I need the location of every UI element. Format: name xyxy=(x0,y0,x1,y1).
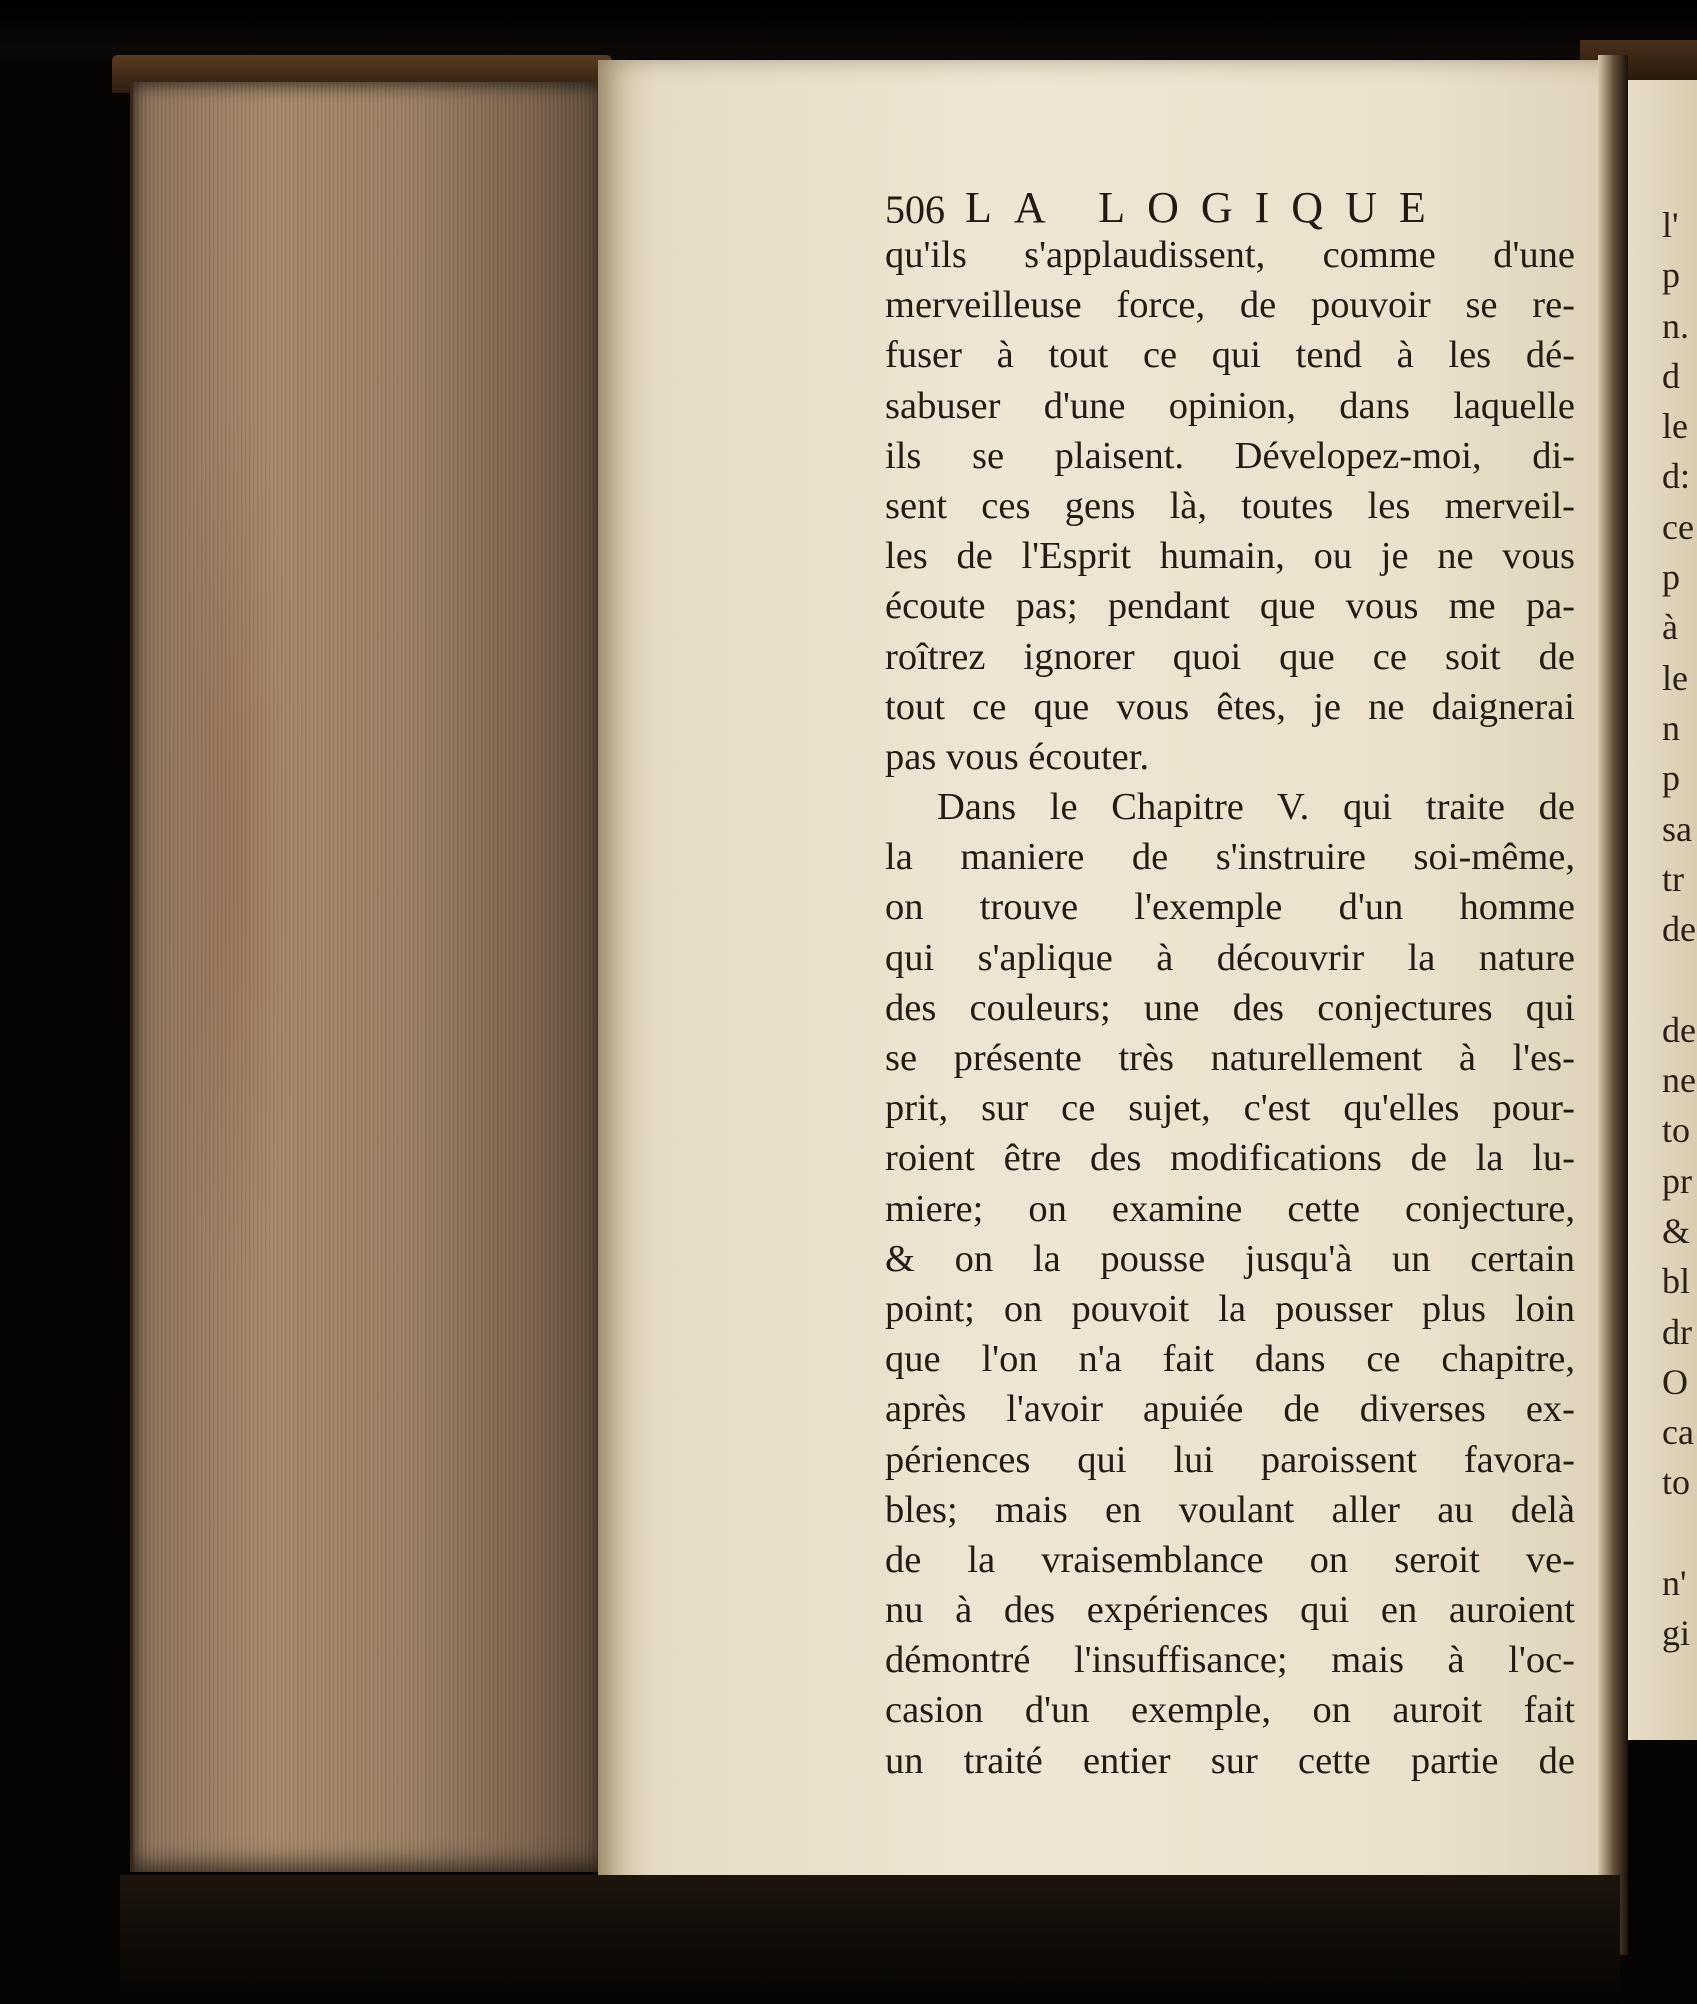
text-line: & on la pousse jusqu'à un certain xyxy=(885,1237,1575,1280)
facing-page-fragment: to xyxy=(1662,1462,1691,1503)
facing-page-fragment: ca xyxy=(1662,1412,1694,1453)
facing-page-fragment: & xyxy=(1662,1210,1691,1251)
facing-page-fragment: l' xyxy=(1662,205,1679,245)
facing-page-fragment: n' xyxy=(1662,1563,1687,1604)
facing-page-fragment: to xyxy=(1662,1110,1691,1151)
text-line: que l'on n'a fait dans ce chapitre, xyxy=(885,1338,1575,1381)
background-bottom xyxy=(120,1875,1620,2004)
text-line: écoute pas; pendant que vous me pa- xyxy=(885,585,1575,628)
text-line: qu'ils s'applaudissent, comme d'une xyxy=(885,234,1575,276)
text-line: sent ces gens là, toutes les merveil- xyxy=(885,484,1575,527)
facing-page-fragment: p xyxy=(1662,758,1680,799)
facing-page-fragment: p xyxy=(1662,557,1680,598)
facing-page-fragment: O xyxy=(1662,1361,1688,1402)
text-line: prit, sur ce sujet, c'est qu'elles pour- xyxy=(885,1087,1575,1130)
running-title: LA LOGIQUE xyxy=(965,183,1448,232)
background-top xyxy=(0,0,1697,58)
facing-page-fragment xyxy=(1662,954,1697,1004)
text-line: merveilleuse force, de pouvoir se re- xyxy=(885,284,1575,327)
facing-page-fragment: pr xyxy=(1662,1160,1692,1201)
facing-page-fragment: ce xyxy=(1662,506,1694,547)
text-line: roient être des modifications de la lu- xyxy=(885,1137,1575,1180)
text-line: Dans le Chapitre V. qui traite de xyxy=(937,786,1575,829)
text-line: bles; mais en voulant aller au delà xyxy=(885,1488,1575,1531)
text-line: la maniere de s'instruire soi-même, xyxy=(885,836,1575,879)
facing-page-fragment: de xyxy=(1662,1009,1696,1050)
facing-page-fragment: le xyxy=(1662,406,1688,447)
text-line: roîtrez ignorer quoi que ce soit de xyxy=(885,635,1575,678)
text-line: on trouve l'exemple d'un homme xyxy=(885,886,1575,929)
text-line: des couleurs; une des conjectures qui xyxy=(885,986,1575,1029)
facing-page-fragment: dr xyxy=(1662,1311,1692,1352)
text-line: périences qui lui paroissent favora- xyxy=(885,1438,1575,1481)
page-header xyxy=(885,183,1525,236)
text-line: ils se plaisent. Dévelopez-moi, di- xyxy=(885,434,1575,477)
facing-page-fragment: d xyxy=(1662,355,1680,396)
text-line: point; on pouvoit la pousser plus loin xyxy=(885,1287,1575,1330)
text-line: qui s'aplique à découvrir la nature xyxy=(885,936,1575,979)
facing-page-fragment: d: xyxy=(1662,456,1691,497)
page-number: 506 xyxy=(885,187,945,232)
text-line: tout ce que vous êtes, je ne daignerai xyxy=(885,685,1575,728)
text-line: pas vous écouter. xyxy=(885,735,1150,778)
facing-page-fragment: gi xyxy=(1662,1613,1691,1654)
facing-page-text-fragments xyxy=(1662,200,1697,1659)
facing-page-fragment: sa xyxy=(1662,808,1692,849)
facing-page-fragment: de xyxy=(1662,909,1696,950)
text-line: un traité entier sur cette partie de xyxy=(885,1739,1575,1782)
facing-page-fragment xyxy=(1662,1508,1697,1558)
facing-page-fragment: n xyxy=(1662,707,1680,748)
facing-page-fragment: le xyxy=(1662,657,1688,698)
text-line: nu à des expériences qui en auroient xyxy=(885,1589,1575,1632)
text-line: se présente très naturellement à l'es- xyxy=(885,1037,1575,1079)
book-gutter xyxy=(1598,55,1628,1955)
text-line: les de l'Esprit humain, ou je ne vous xyxy=(885,535,1575,578)
page-edge-stain xyxy=(165,400,305,1300)
text-line: de la vraisemblance on seroit ve- xyxy=(885,1538,1575,1581)
facing-page-fragment: à xyxy=(1662,607,1678,648)
text-line: démontré l'insuffisance; mais à l'oc- xyxy=(885,1639,1575,1682)
text-line: sabuser d'une opinion, dans laquelle xyxy=(885,384,1575,427)
text-line: après l'avoir apuiée de diverses ex- xyxy=(885,1388,1575,1431)
facing-page-fragment: tr xyxy=(1662,858,1684,899)
text-line: casion d'un exemple, on auroit fait xyxy=(885,1689,1575,1732)
page-text xyxy=(885,230,1575,1786)
facing-page-fragment: bl xyxy=(1662,1261,1691,1302)
facing-page-fragment: ne xyxy=(1662,1060,1696,1101)
facing-page-fragment: n. xyxy=(1662,305,1689,346)
text-line: fuser à tout ce qui tend à les dé- xyxy=(885,334,1575,377)
facing-page-fragment: p xyxy=(1662,255,1680,296)
text-line: miere; on examine cette conjecture, xyxy=(885,1187,1575,1230)
